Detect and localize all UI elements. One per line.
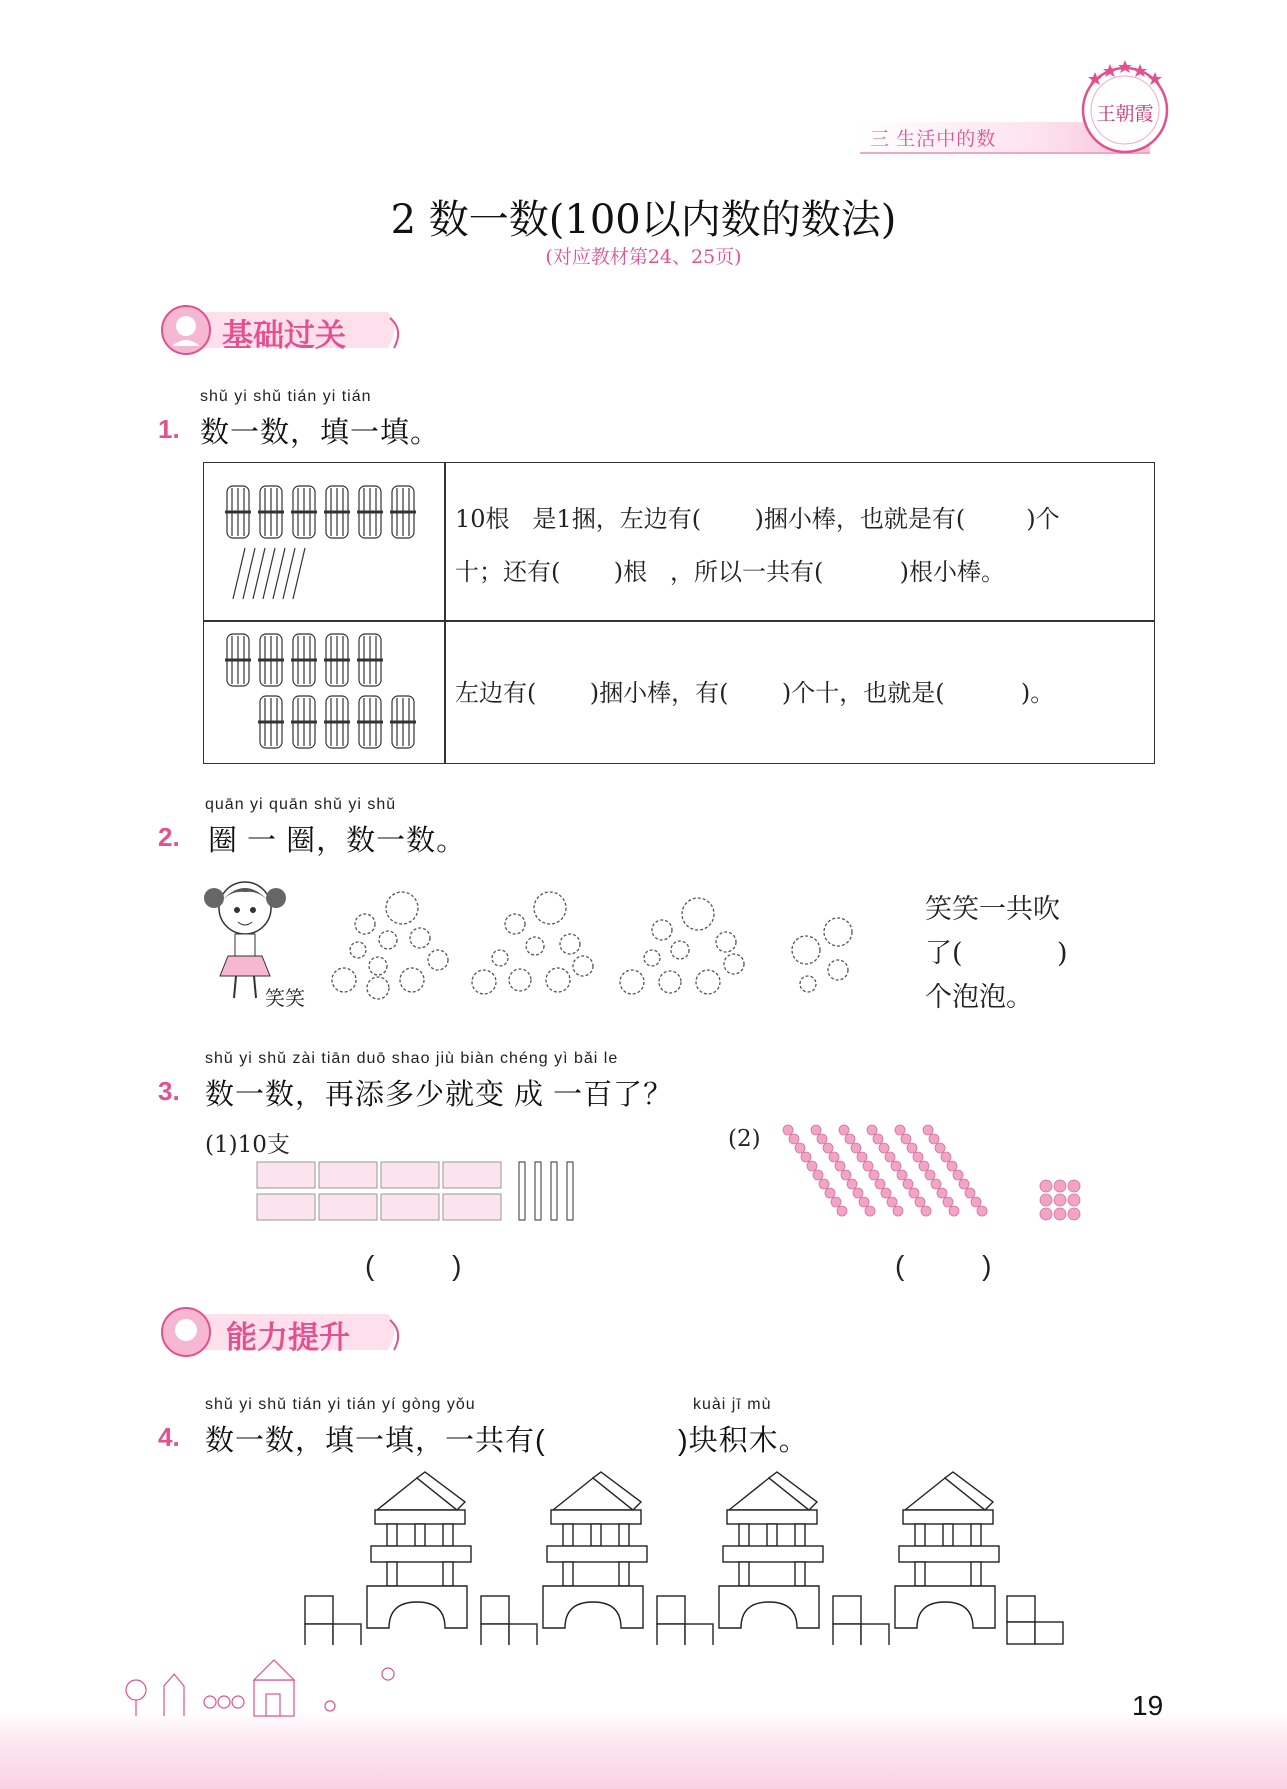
q1-row2-line1: 左边有( )捆小棒，有( )个十，也就是( )。 bbox=[455, 679, 1055, 707]
bubble-groups bbox=[330, 888, 870, 1013]
q2-answer-line2: 了( ) bbox=[925, 938, 1068, 969]
bead-strings-image bbox=[780, 1122, 1100, 1247]
q3-part1-blank: ( ) bbox=[365, 1250, 462, 1281]
q4-instruction-b: )块积木。 bbox=[678, 1425, 809, 1457]
section-title-basic: 基础过关 bbox=[222, 318, 346, 353]
q2-instruction: 圈 一 圈，数一数。 bbox=[208, 825, 467, 857]
svg-text:王朝霞: 王朝霞 bbox=[1096, 103, 1154, 125]
q3-instruction: 数一数，再添多少就变 成 一百了？ bbox=[205, 1079, 674, 1111]
q2-answer-line3: 个泡泡。 bbox=[925, 982, 1033, 1013]
footer-decoration bbox=[120, 1650, 420, 1725]
q2-answer bbox=[925, 888, 1067, 1020]
stick-bundles-image-1 bbox=[223, 484, 423, 609]
section-banner-advanced bbox=[158, 1306, 403, 1358]
q1-pinyin: shǔ yi shǔ tián yi tián bbox=[200, 388, 372, 405]
q3-pinyin: shǔ yi shǔ zài tiān duō shao jiù biàn chéng yì bǎi le bbox=[205, 1050, 619, 1067]
q4-pinyin-a: shǔ yi shǔ tián yi tián yí gòng yǒu bbox=[205, 1396, 476, 1413]
q1-table bbox=[203, 462, 1155, 764]
girl-name-label: 笑笑 bbox=[265, 986, 305, 1010]
chapter-label: 三 生活中的数 bbox=[870, 129, 997, 150]
building-blocks-image bbox=[295, 1470, 1075, 1650]
lesson-title: 2 数一数(100以内数的数法) bbox=[390, 197, 897, 243]
q3-part2-blank: ( ) bbox=[895, 1250, 992, 1281]
brand-seal bbox=[1075, 58, 1175, 158]
q3-part2-label: (2) bbox=[728, 1126, 761, 1152]
stick-bundles-image-2 bbox=[223, 632, 423, 762]
q3-number: 3. bbox=[158, 1076, 180, 1106]
lesson-subtitle: (对应教材第24、25页) bbox=[545, 246, 742, 268]
q3-part1-label: (1)10支 bbox=[205, 1132, 290, 1158]
q2-number: 2. bbox=[158, 822, 180, 852]
q1-row1-line1: 10根 是1捆，左边有( )捆小棒，也就是有( )个 bbox=[455, 505, 1060, 533]
section-banner-basic bbox=[158, 304, 403, 356]
q4-pinyin-b: kuài jī mù bbox=[693, 1396, 772, 1413]
q1-row1-line2: 十；还有( )根 ，所以一共有( )根小棒。 bbox=[455, 558, 1006, 586]
pencil-boxes-image bbox=[255, 1160, 585, 1235]
q2-pinyin: quān yi quān shǔ yi shǔ bbox=[205, 796, 397, 813]
q4-number: 4. bbox=[158, 1422, 180, 1452]
q2-answer-line1: 笑笑一共吹 bbox=[925, 894, 1060, 925]
q1-number: 1. bbox=[158, 414, 180, 444]
section-title-advanced: 能力提升 bbox=[226, 1320, 350, 1355]
q1-instruction: 数一数，填一填。 bbox=[200, 417, 441, 449]
page-number: 19 bbox=[1132, 1690, 1164, 1721]
q4-instruction-a: 数一数，填一填，一共有( bbox=[205, 1425, 546, 1457]
